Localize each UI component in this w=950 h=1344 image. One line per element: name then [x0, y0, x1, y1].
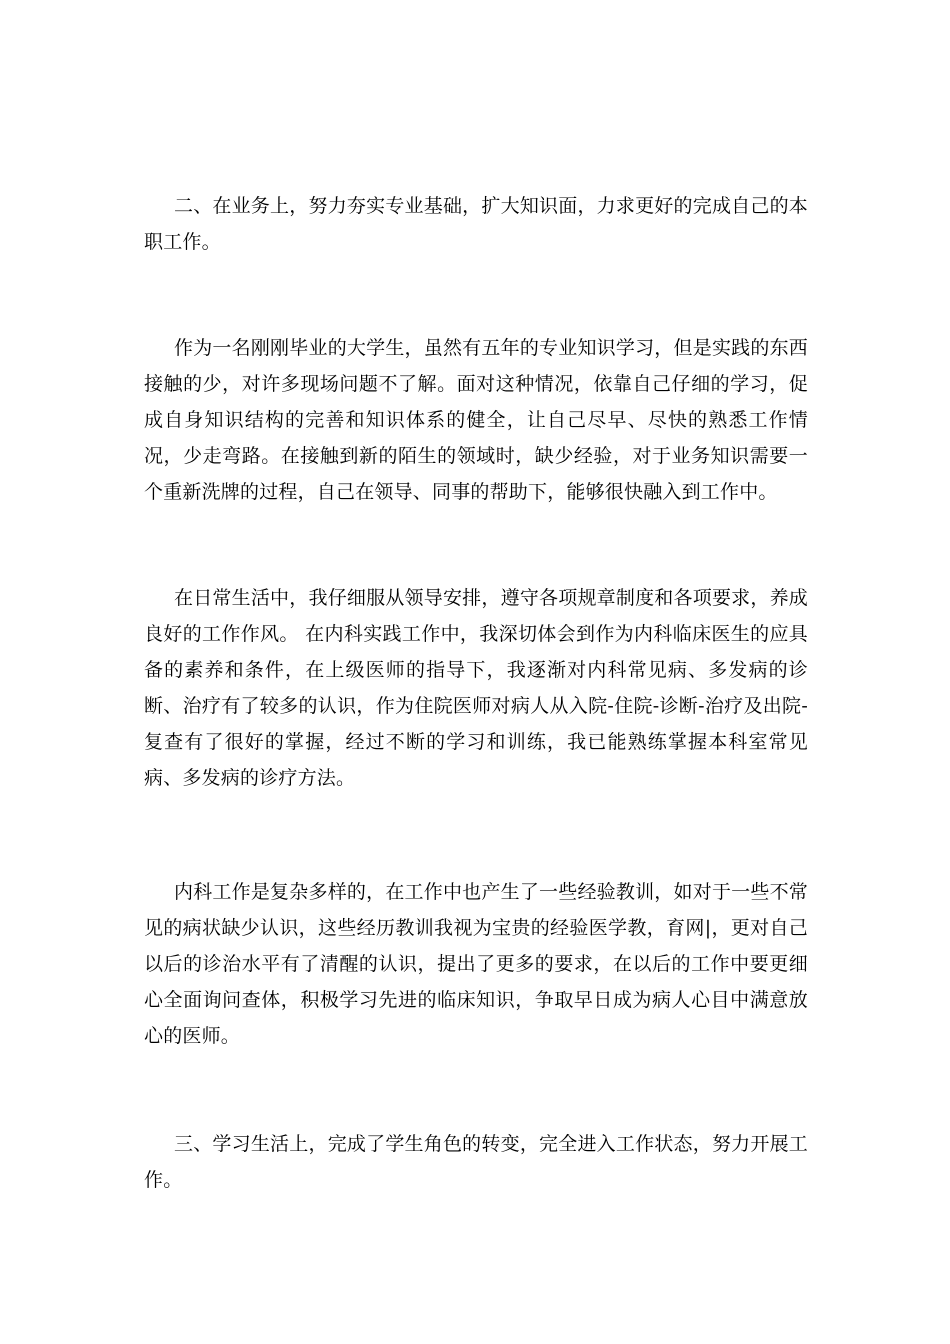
paragraph-business-heading: 二、在业务上，努力夯实专业基础，扩大知识面，力求更好的完成自己的本职工作。 [144, 195, 808, 253]
paragraph-daily-work: 在日常生活中，我仔细服从领导安排，遵守各项规章制度和各项要求，养成良好的工作作风。 在内科实践工作中，我深切体会到作为内科临床医生的应具备的素养和条件，在上级医师的指导下，我逐渐对内科常见病、多发病的诊断、治疗有了较多的认识，作为住院医师对病人从入院-住院-诊断-治疗及出院-复查有了很好的掌握，经过不断的学习和训练，我已能熟练掌握本科室常见病、多发病的诊疗方法。 [144, 587, 808, 789]
paragraph-new-graduate: 作为一名刚刚毕业的大学生，虽然有五年的专业知识学习，但是实践的东西接触的少，对许多现场问题不了解。面对这种情况，依靠自己仔细的学习，促成自身知识结构的完善和知识体系的健全，让自己尽早、尽快的熟悉工作情况，少走弯路。在接触到新的陌生的领域时，缺少经验，对于业务知识需要一个重新洗牌的过程，自己在领导、同事的帮助下，能够很快融入到工作中。 [144, 337, 808, 503]
paragraph-internal-medicine: 内科工作是复杂多样的，在工作中也产生了一些经验教训，如对于一些不常见的病状缺少认识，这些经历教训我视为宝贵的经验医学教，育网|，更对自己以后的诊治水平有了清醒的认识，提出了更多的要求，在以后的工作中要更细心全面询问查体，积极学习先进的临床知识，争取早日成为病人心目中满意放心的医师。 [144, 881, 808, 1047]
paragraph-study-life-heading: 三、学习生活上，完成了学生角色的转变，完全进入工作状态，努力开展工作。 [144, 1133, 808, 1191]
